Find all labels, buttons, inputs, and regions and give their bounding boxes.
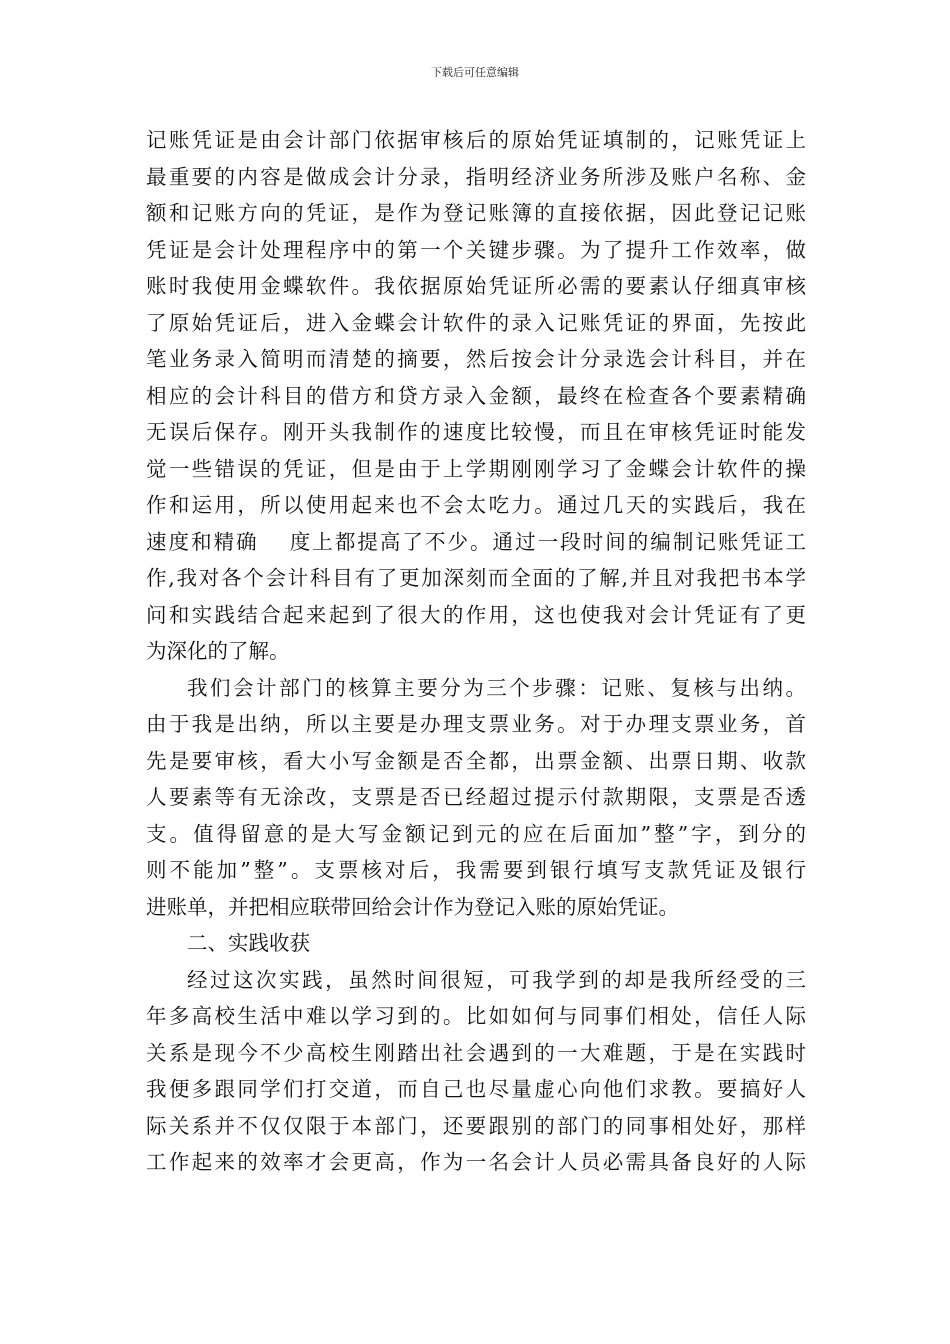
text-line: 我们会计部门的核算主要分为三个步骤：记账、复核与出纳。 — [187, 675, 806, 700]
text-line: 账时我使用金蝶软件。我依据原始凭证所必需的要素认仔细真审核 — [146, 274, 806, 298]
text-line: 经过这次实践，虽然时间很短，可我学到的却是我所经受的三 — [187, 967, 806, 992]
text-line: 支。值得留意的是大写金额记到元的应在后面加”整”字，到分的 — [146, 821, 806, 846]
text-line: 作和运用，所以使用起来也不会太吃力。通过几天的实践后，我在 — [146, 493, 806, 517]
text-line: 工作起来的效率才会更高，作为一名会计人员必需具备良好的人际 — [146, 1150, 806, 1174]
text-line: 了原始凭证后，进入金蝶会计软件的录入记账凭证的界面，先按此 — [146, 310, 806, 335]
text-line: 人要素等有无涂改，支票是否已经超过提示付款期限，支票是否透 — [146, 785, 806, 809]
text-line: 问和实践结合起来起到了很大的作用，这也使我对会计凭证有了更 — [146, 602, 806, 627]
text-line: 无误后保存。刚开头我制作的速度比较慢，而且在审核凭证时能发 — [146, 420, 806, 444]
text-line: 凭证是会计处理程序中的第一个关键步骤。为了提升工作效率，做 — [146, 237, 806, 262]
text-line: 际关系并不仅仅限于本部门，还要跟别的部门的同事相处好，那样 — [146, 1113, 806, 1138]
text-line: 笔业务录入简明而清楚的摘要，然后按会计分录选会计科目，并在 — [146, 347, 806, 371]
text-line: 先是要审核，看大小写金额是否全都，出票金额、出票日期、收款 — [146, 748, 806, 773]
page-header: 下载后可任意编辑 — [431, 66, 519, 79]
text-line: 速度和精确 度上都提高了不少。通过一段时间的编制记账凭证工 — [146, 529, 806, 554]
text-line: 记账凭证是由会计部门依据审核后的原始凭证填制的，记账凭证上 — [146, 128, 806, 152]
body-text — [146, 122, 806, 1181]
text-line: 则不能加”整”。支票核对后，我需要到银行填写支款凭证及银行 — [146, 858, 806, 882]
text-line: 觉一些错误的凭证，但是由于上学期刚刚学习了金蝶会计软件的操 — [146, 456, 806, 481]
text-line: 额和记账方向的凭证，是作为登记账簿的直接依据，因此登记记账 — [146, 201, 806, 225]
section-heading: 二、实践收获 — [187, 931, 310, 955]
text-line: 相应的会计科目的借方和贷方录入金额，最终在检查各个要素精确 — [146, 383, 806, 408]
text-line: 最重要的内容是做成会计分录，指明经济业务所涉及账户名称、金 — [146, 164, 806, 189]
text-line: 作,我对各个会计科目有了更加深刻而全面的了解,并且对我把书本学 — [146, 566, 806, 590]
text-line: 进账单，并把相应联带回给会计作为登记入账的原始凭证。 — [146, 894, 679, 919]
text-line: 我便多跟同学们打交道，而自己也尽量虚心向他们求教。要搞好人 — [146, 1077, 806, 1101]
text-line: 由于我是出纳，所以主要是办理支票业务。对于办理支票业务，首 — [146, 712, 806, 736]
text-line: 年多高校生活中难以学习到的。比如如何与同事们相处，信任人际 — [146, 1004, 806, 1028]
text-line: 关系是现今不少高校生刚踏出社会遇到的一大难题，于是在实践时 — [146, 1040, 806, 1065]
text-line: 为深化的了解。 — [146, 639, 290, 663]
